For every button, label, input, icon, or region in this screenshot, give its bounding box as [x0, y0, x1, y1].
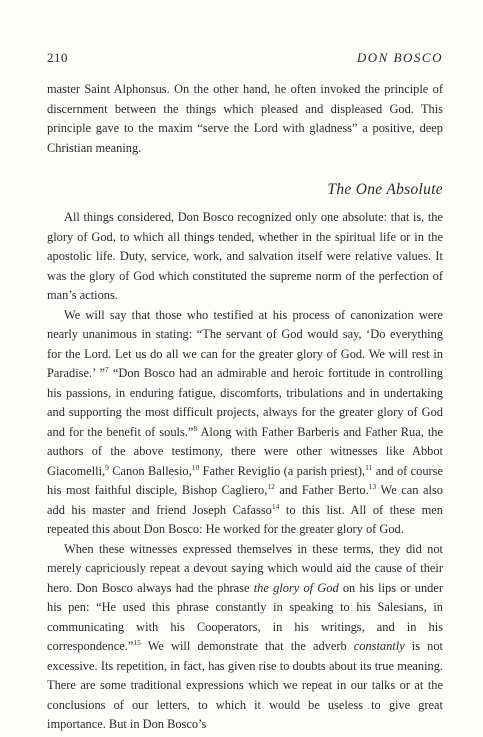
- running-head: [47, 50, 443, 68]
- paragraph: [47, 540, 443, 735]
- footnote-ref: 9: [105, 462, 109, 472]
- text-run: We will say that those who testified at his process of canonization were nearly unanimous in stating: “The servant of God would say, ‘Do everything for the Lord. Let us do all we can for the greater glory of God. We will rest in Paradise.’ ”: [47, 307, 443, 380]
- footnote-ref: 10: [191, 462, 200, 472]
- opening-text: [47, 80, 443, 158]
- paragraph: All things considered, Don Bosco recognized only one absolute: that is, the glory of God, to which all things tended, whether in the spiritual life or in the apostolic life. Duty, service, work, and salvation itself were relative values. It was the glory of God which constituted the supreme norm of the perfection of man’s actions.: [47, 210, 443, 302]
- text-run: Canon Ballesio,: [108, 463, 192, 478]
- footnote-ref: 12: [267, 482, 275, 491]
- text-run: is not excessive. Its repetition, in fact, has given rise to doubts about its true meaning. There are some traditional expressions which we repeat in our talks or at the conclusions of our letters, to which it would be useless to give great importance. But in Don Bosco’s: [47, 639, 443, 731]
- footnote-ref: 7: [104, 365, 109, 374]
- footnote-ref: 15: [133, 638, 141, 647]
- footnote-ref: 14: [271, 501, 280, 511]
- footnote-ref: 8: [193, 423, 198, 433]
- text-run: We can also add his master and friend Joseph Cafasso: [47, 483, 443, 517]
- paragraph: [47, 306, 443, 540]
- text-run: When these witnesses expressed themselves in these terms, they did not merely capriciously repeat a devout saying which would aid the cause of their hero. Don Bosco always had the phrase: [47, 541, 443, 595]
- text-run: and Father Berto.: [274, 483, 369, 497]
- text-run: on his lips or under his pen: “He used this phrase constantly in speaking to his Salesians, in communicating with his Cooperators, in his writings, and in his correspondence.”: [47, 580, 444, 653]
- footnote-ref: 11: [365, 462, 373, 472]
- text-run: and of course his most faithful disciple, Bishop Cagliero,: [47, 463, 444, 497]
- text-run: Along with Father Barberis and Father Rua, the authors of the above testimony, there were other witnesses like Abbot Giacomelli,: [47, 424, 443, 478]
- page-number: 210: [47, 50, 68, 65]
- book-title: DON BOSCO: [356, 50, 443, 65]
- text-run: Father Reviglio (a parish priest),: [199, 463, 366, 478]
- emphasis: constantly: [353, 639, 405, 653]
- text-run: to this list. All of these men repeated this about Don Bosco: He worked for the greater glory of God.: [47, 502, 443, 536]
- text-run: “Don Bosco had an admirable and heroic fortitude in controlling his passions, in enduring fatigue, discomforts, tribulations and in undertaking and supporting the most difficult projects, always for the greater glory of God and for the benefit of souls.”: [47, 366, 443, 439]
- footnote-ref: 13: [368, 482, 377, 491]
- text-run: We will demonstrate that the adverb: [140, 639, 354, 653]
- opening-paragraph: master Saint Alphonsus. On the other hand, he often invoked the principle of discernment between the things which pleased and displeased God. This principle gave to the maxim “serve the Lord with gladness” a positive, deep Christian meaning.: [47, 82, 443, 155]
- section-heading: The One Absolute: [327, 181, 443, 198]
- section-body: [47, 208, 443, 735]
- emphasis: the glory of God: [253, 580, 339, 595]
